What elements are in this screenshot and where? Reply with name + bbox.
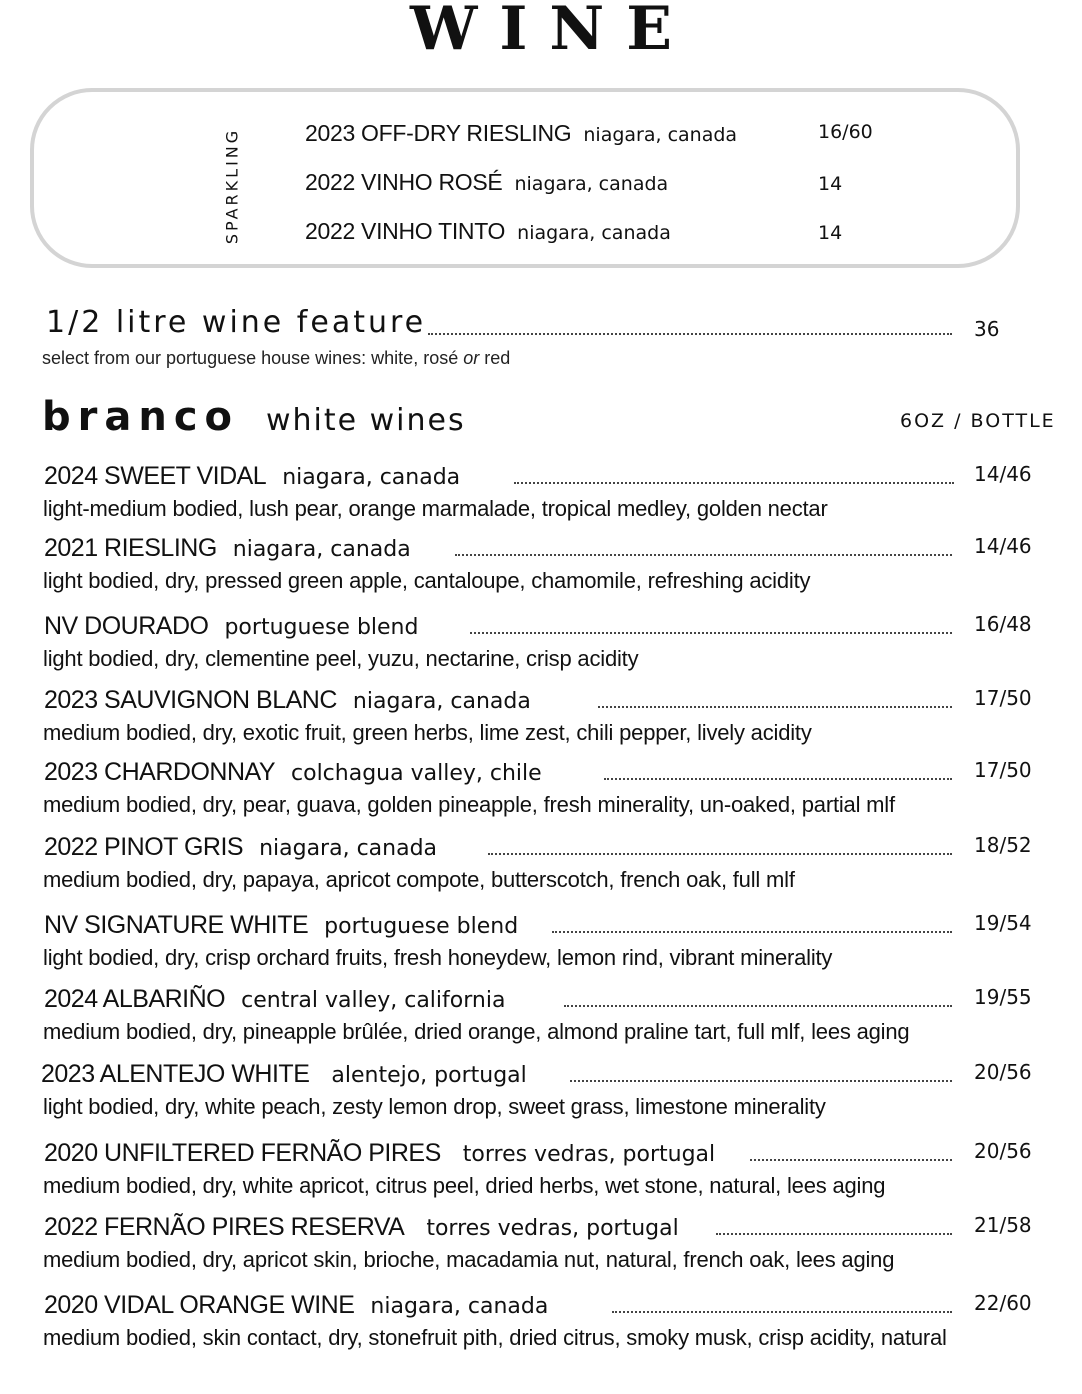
wine-region: niagara, canada bbox=[370, 1294, 549, 1319]
wine-item bbox=[0, 833, 1082, 903]
sparkling-item bbox=[305, 218, 671, 248]
section-subheading: white wines bbox=[266, 403, 466, 438]
wine-name: 2020 UNFILTERED FERNÃO PIRES bbox=[44, 1139, 441, 1167]
sparkling-label: SPARKLING bbox=[222, 127, 242, 245]
wine-price: 17/50 bbox=[974, 686, 1032, 710]
wine-description: medium bodied, dry, white apricot, citrus peel, dried herbs, wet stone, natural, lees aging bbox=[43, 1173, 886, 1198]
wine-region: niagara, canada bbox=[232, 537, 411, 562]
wine-name: 2023 SAUVIGNON BLANC bbox=[44, 686, 337, 714]
wine-region: alentejo, portugal bbox=[331, 1063, 527, 1088]
wine-price: 20/56 bbox=[974, 1060, 1032, 1084]
wine-description: medium bodied, dry, pear, guava, golden pineapple, fresh minerality, un-oaked, partial mlf bbox=[43, 792, 895, 817]
dot-leader bbox=[564, 1005, 952, 1007]
wine-region: torres vedras, portugal bbox=[462, 1142, 716, 1167]
wine-region: niagara, canada bbox=[282, 465, 461, 490]
wine-item bbox=[0, 911, 1082, 981]
wine-item bbox=[0, 1139, 1082, 1209]
sparkling-item bbox=[305, 169, 668, 199]
wine-description: light bodied, dry, white peach, zesty lemon drop, sweet grass, limestone minerality bbox=[43, 1094, 826, 1119]
wine-name: 2022 VINHO TINTO bbox=[305, 218, 506, 244]
wine-region: portuguese blend bbox=[324, 914, 519, 939]
wine-description: medium bodied, dry, papaya, apricot compote, butterscotch, french oak, full mlf bbox=[43, 867, 795, 892]
dot-leader bbox=[570, 1080, 952, 1082]
wine-item bbox=[0, 462, 1082, 532]
dot-leader bbox=[612, 1311, 952, 1313]
wine-name: 2022 FERNÃO PIRES RESERVA bbox=[44, 1213, 405, 1241]
wine-description: light-medium bodied, lush pear, orange marmalade, tropical medley, golden nectar bbox=[43, 496, 828, 521]
wine-description: medium bodied, dry, exotic fruit, green herbs, lime zest, chili pepper, lively acidity bbox=[43, 720, 812, 745]
wine-price: 19/54 bbox=[974, 911, 1032, 935]
wine-description: light bodied, dry, crisp orchard fruits, fresh honeydew, lemon rind, vibrant minerality bbox=[43, 945, 833, 970]
wine-item bbox=[0, 1291, 1082, 1361]
wine-name: 2023 CHARDONNAY bbox=[44, 758, 276, 786]
wine-price: 14 bbox=[818, 173, 843, 195]
wine-item bbox=[0, 758, 1082, 828]
section-heading: branco bbox=[42, 394, 240, 440]
wine-price: 16/48 bbox=[974, 612, 1032, 636]
feature-subtitle-text: select from our portuguese house wines: white, rosé bbox=[42, 348, 464, 368]
wine-region: niagara, canada bbox=[352, 689, 531, 714]
wine-price: 21/58 bbox=[974, 1213, 1032, 1237]
wine-name: 2020 VIDAL ORANGE WINE bbox=[44, 1291, 355, 1319]
wine-item bbox=[0, 985, 1082, 1055]
wine-price: 17/50 bbox=[974, 758, 1032, 782]
wine-price: 14 bbox=[818, 222, 843, 244]
size-header: 6OZ / BOTTLE bbox=[900, 410, 1056, 432]
feature-subtitle-text: red bbox=[479, 348, 511, 368]
wine-description: medium bodied, dry, apricot skin, brioche, macadamia nut, natural, french oak, lees aging bbox=[43, 1247, 895, 1272]
dot-leader bbox=[488, 853, 952, 855]
wine-name: 2022 VINHO ROSÉ bbox=[305, 169, 503, 195]
wine-price: 14/46 bbox=[974, 534, 1032, 558]
wine-name: 2023 OFF-DRY RIESLING bbox=[305, 120, 572, 146]
dot-leader bbox=[552, 931, 952, 933]
wine-description: medium bodied, skin contact, dry, stonefruit pith, dried citrus, smoky musk, crisp acidity, natural bbox=[43, 1325, 947, 1350]
feature-subtitle bbox=[42, 348, 510, 369]
wine-region: niagara, canada bbox=[583, 124, 738, 146]
wine-name: 2021 RIESLING bbox=[44, 534, 217, 562]
wine-region: torres vedras, portugal bbox=[426, 1216, 679, 1241]
dot-leader bbox=[716, 1233, 952, 1235]
wine-description: light bodied, dry, clementine peel, yuzu, nectarine, crisp acidity bbox=[43, 646, 639, 671]
wine-item bbox=[0, 612, 1082, 682]
wine-item bbox=[0, 1060, 1082, 1130]
wine-name: 2022 PINOT GRIS bbox=[44, 833, 244, 861]
page-title: WINE bbox=[409, 0, 695, 64]
dot-leader bbox=[604, 778, 952, 780]
wine-price: 14/46 bbox=[974, 462, 1032, 486]
wine-description: light bodied, dry, pressed green apple, cantaloupe, chamomile, refreshing acidity bbox=[43, 568, 811, 593]
wine-name: 2023 ALENTEJO WHITE bbox=[41, 1060, 310, 1088]
feature-subtitle-or: or bbox=[463, 348, 480, 368]
feature-title: 1/2 litre wine feature bbox=[46, 305, 427, 340]
wine-region: central valley, california bbox=[241, 988, 506, 1013]
wine-item bbox=[0, 1213, 1082, 1283]
wine-region: niagara, canada bbox=[514, 173, 669, 195]
wine-item bbox=[0, 534, 1082, 604]
wine-item bbox=[0, 686, 1082, 756]
wine-price: 16/60 bbox=[818, 121, 873, 143]
dot-leader bbox=[470, 632, 952, 634]
feature-price: 36 bbox=[974, 317, 1000, 341]
wine-price: 18/52 bbox=[974, 833, 1032, 857]
wine-region: portuguese blend bbox=[224, 615, 419, 640]
dot-leader bbox=[750, 1159, 952, 1161]
dot-leader bbox=[455, 554, 952, 556]
dot-leader bbox=[428, 333, 952, 335]
wine-region: colchagua valley, chile bbox=[291, 761, 542, 786]
wine-name: NV DOURADO bbox=[44, 612, 209, 640]
wine-price: 20/56 bbox=[974, 1139, 1032, 1163]
sparkling-item bbox=[305, 120, 737, 150]
wine-region: niagara, canada bbox=[517, 222, 671, 244]
dot-leader bbox=[514, 482, 954, 484]
wine-price: 22/60 bbox=[974, 1291, 1032, 1315]
wine-name: 2024 ALBARIÑO bbox=[44, 985, 226, 1013]
wine-price: 19/55 bbox=[974, 985, 1032, 1009]
wine-name: 2024 SWEET VIDAL bbox=[44, 462, 267, 490]
wine-description: medium bodied, dry, pineapple brûlée, dried orange, almond praline tart, full mlf, lees aging bbox=[43, 1019, 910, 1044]
wine-name: NV SIGNATURE WHITE bbox=[44, 911, 309, 939]
wine-region: niagara, canada bbox=[259, 836, 438, 861]
dot-leader bbox=[598, 706, 952, 708]
